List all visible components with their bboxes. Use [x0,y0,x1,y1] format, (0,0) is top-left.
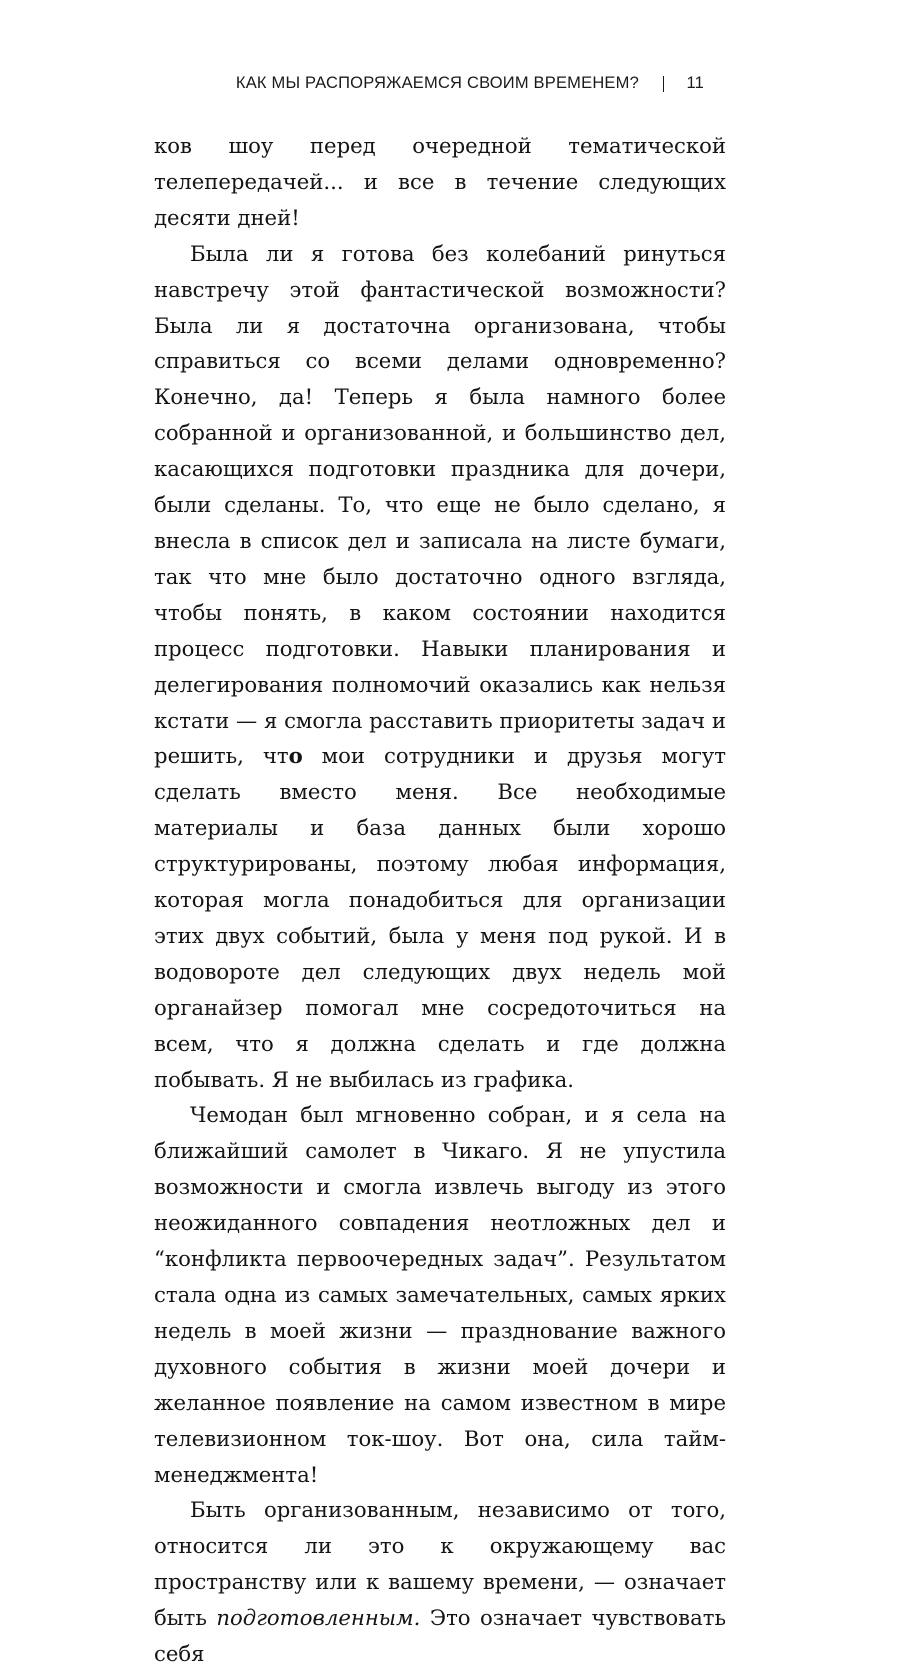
page-number: 11 [686,74,704,92]
paragraph-2 [154,236,726,1098]
paragraph-1: ков шоу перед очередной тематической телепередачей... и все в течение следующих десяти дней! [154,133,726,230]
paragraph-4-end: Это означает чувствовать себя [154,1605,726,1667]
paragraph-3: Чемодан был мгновенно собран, и я села на ближайший самолет в Чикаго. Я не упустила возможности и смогла извлечь выгоду из этого неожиданного совпадения неотложных дел и “конфликта первоочередных задач”. Результатом стала одна из самых замечательных, самых ярких недель в моей жизни — празднование важного духовного события в жизни моей дочери и желанное появление на самом известном в мире телевизионном ток-шоу. Вот она, сила тайм-менеджмента! [154,1102,726,1487]
paragraph-2-tail: мои сотрудники и друзья могут сделать вместо меня. Все необходимые материалы и база данных были хорошо структурированы, поэтому любая информация, которая могла понадобиться для организации этих двух событий, была у меня под рукой. И в водовороте дел следующих двух недель мой органайзер помогал мне сосредоточиться на всем, что я должна сделать и где должна побывать. Я не выбилась из графика. [154,743,726,1092]
paragraph-2-text: Была ли я готова без колебаний ринуться навстречу этой фантастической возможности? Была ли я достаточна организована, чтобы справиться со всеми делами одновременно? Конечно, да! Теперь я была намного более собранной и организованной, и большинство дел, касающихся подготовки праздника для дочери, были сделаны. То, что еще не было сделано, я внесла в список дел и записала на листе бумаги, так что мне было достаточно одного взгляда, чтобы понять, в каком состоянии находится процесс подготовки. Навыки планирования и делегирования полномочий оказались как нельзя кстати — я смогла расставить приоритеты задач и решить, чт [154,240,726,769]
paragraph-4-start: Быть организованным, независимо от того, относится ли это к окружающему вас пространству или к вашему времени, — означает быть [154,1497,726,1631]
running-header [236,74,704,93]
header-separator [663,76,665,92]
body-text [154,128,726,1672]
paragraph-2-bold: о [288,743,303,769]
paragraph-4 [154,1492,726,1672]
running-title: КАК МЫ РАСПОРЯЖАЕМСЯ СВОИМ ВРЕМЕНЕМ? [235,74,639,92]
emphasis-prepared: подготовленным. [216,1605,421,1631]
